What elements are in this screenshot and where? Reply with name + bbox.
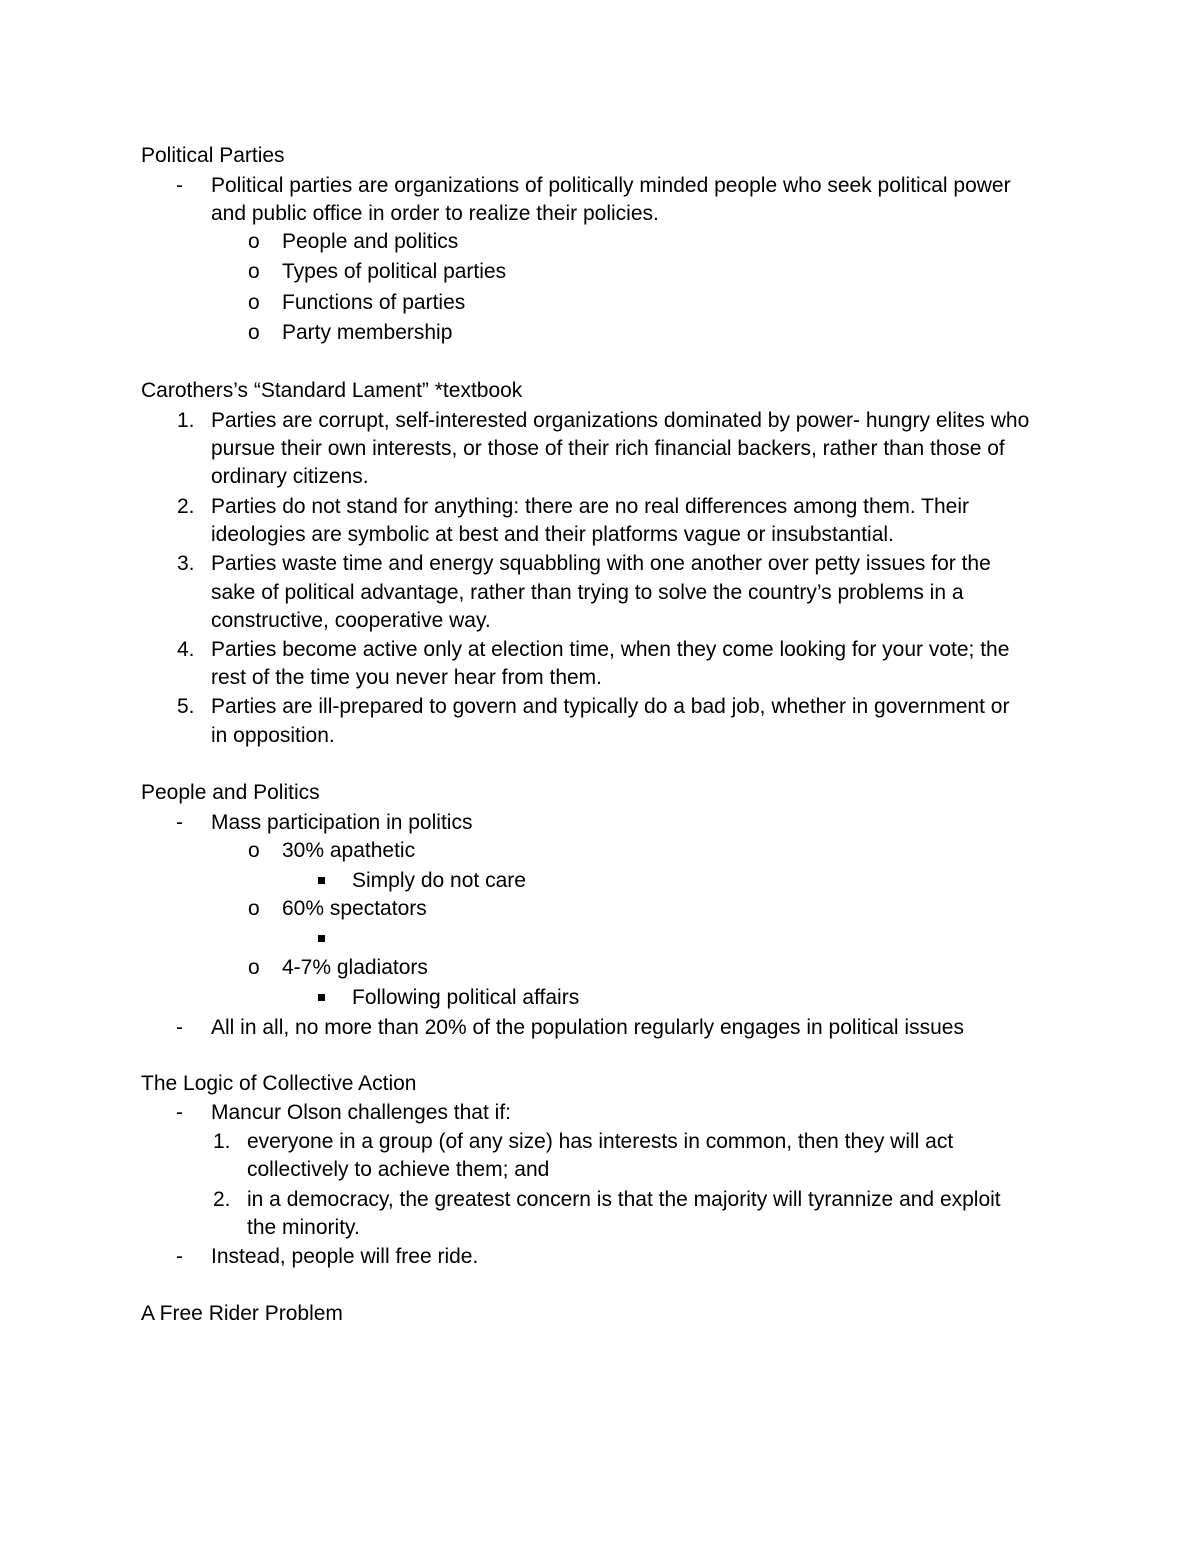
lament-line: rest of the time you never hear from them. xyxy=(211,666,603,689)
subtopic-item: Functions of parties xyxy=(282,291,466,314)
participation-bullet: Mass participation in politics xyxy=(211,811,473,834)
olson-line: in a democracy, the greatest concern is that the majority will tyrannize and exploit xyxy=(247,1188,1001,1211)
circle-bullet: o xyxy=(248,321,260,344)
lament-line: Parties are corrupt, self-interested organizations dominated by power- hungry elites who xyxy=(211,409,1030,432)
list-number: 4. xyxy=(177,638,195,661)
circle-bullet: o xyxy=(248,839,260,862)
section-heading-collective-action: The Logic of Collective Action xyxy=(141,1072,417,1095)
subtopic-item: Party membership xyxy=(282,321,453,344)
dash-bullet: - xyxy=(176,1101,183,1124)
group-label-apathetic: 30% apathetic xyxy=(282,839,416,862)
list-number: 5. xyxy=(177,695,195,718)
olson-line: collectively to achieve them; and xyxy=(247,1158,550,1181)
lament-line: ideologies are symbolic at best and their platforms vague or insubstantial. xyxy=(211,523,894,546)
definition-line-2: and public office in order to realize their policies. xyxy=(211,202,659,225)
lament-line: ordinary citizens. xyxy=(211,465,369,488)
square-bullet xyxy=(318,935,325,942)
olson-line: everyone in a group (of any size) has interests in common, then they will act xyxy=(247,1130,954,1153)
group-note-apathetic: Simply do not care xyxy=(352,869,526,892)
free-ride-bullet: Instead, people will free ride. xyxy=(211,1245,479,1268)
section-heading-political-parties: Political Parties xyxy=(141,144,285,167)
lament-line: Parties do not stand for anything: there are no real differences among them. Their xyxy=(211,495,969,518)
lament-line: Parties become active only at election time, when they come looking for your vote; the xyxy=(211,638,1010,661)
subtopic-item: Types of political parties xyxy=(282,260,507,283)
lament-line: pursue their own interests, or those of their rich financial backers, rather than those of xyxy=(211,437,1005,460)
dash-bullet: - xyxy=(176,811,183,834)
dash-bullet: - xyxy=(176,174,183,197)
olson-line: the minority. xyxy=(247,1216,360,1239)
circle-bullet: o xyxy=(248,897,260,920)
lament-line: constructive, cooperative way. xyxy=(211,609,491,632)
definition-line-1: Political parties are organizations of politically minded people who seek political power xyxy=(211,174,1011,197)
list-number: 2. xyxy=(213,1188,231,1211)
group-note-gladiators: Following political affairs xyxy=(352,986,580,1009)
dash-bullet: - xyxy=(176,1016,183,1039)
dash-bullet: - xyxy=(176,1245,183,1268)
list-number: 1. xyxy=(177,409,195,432)
lament-line: Parties are ill-prepared to govern and typically do a bad job, whether in government or xyxy=(211,695,1010,718)
lament-line: sake of political advantage, rather than trying to solve the country’s problems in a xyxy=(211,581,964,604)
circle-bullet: o xyxy=(248,291,260,314)
subtopic-item: People and politics xyxy=(282,230,459,253)
group-label-spectators: 60% spectators xyxy=(282,897,427,920)
section-heading-people-politics: People and Politics xyxy=(141,781,320,804)
olson-bullet: Mancur Olson challenges that if: xyxy=(211,1101,511,1124)
group-label-gladiators: 4-7% gladiators xyxy=(282,956,428,979)
square-bullet xyxy=(318,994,325,1001)
lament-line: in opposition. xyxy=(211,724,335,747)
circle-bullet: o xyxy=(248,260,260,283)
list-number: 1. xyxy=(213,1130,231,1153)
list-number: 2. xyxy=(177,495,195,518)
square-bullet xyxy=(318,877,325,884)
list-number: 3. xyxy=(177,552,195,575)
lament-line: Parties waste time and energy squabbling with one another over petty issues for the xyxy=(211,552,991,575)
circle-bullet: o xyxy=(248,956,260,979)
section-heading-standard-lament: Carothers’s “Standard Lament” *textbook xyxy=(141,379,523,402)
circle-bullet: o xyxy=(248,230,260,253)
summary-bullet: All in all, no more than 20% of the population regularly engages in political issues xyxy=(211,1016,964,1039)
section-heading-free-rider: A Free Rider Problem xyxy=(141,1302,343,1325)
